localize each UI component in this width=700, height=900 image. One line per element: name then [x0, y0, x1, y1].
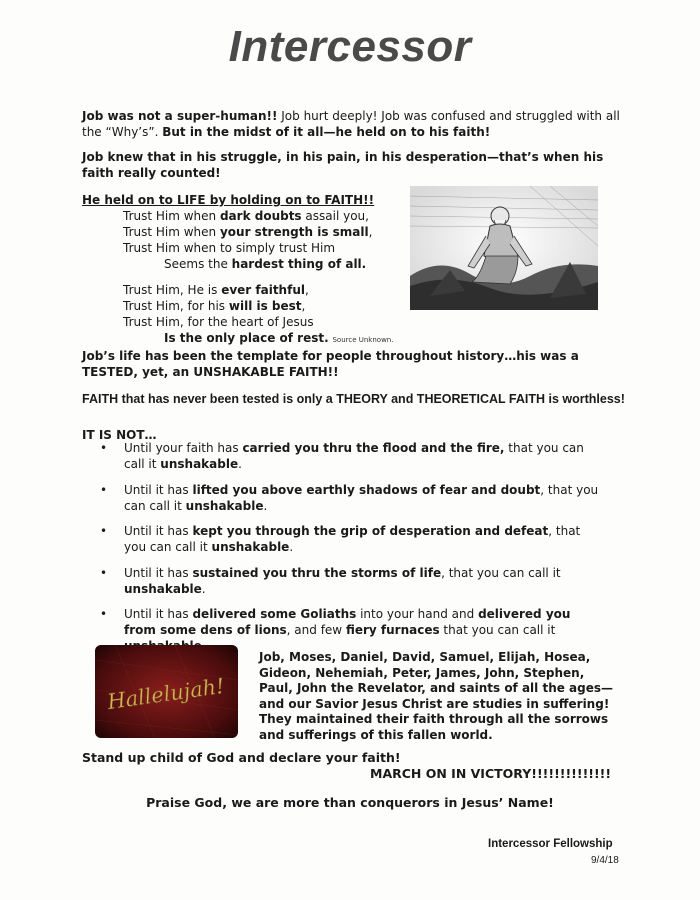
bullet-dot-icon: • — [100, 524, 108, 538]
bullet-dot-icon: • — [100, 441, 108, 455]
bullet-5-f: fiery furnaces — [345, 623, 440, 637]
faith-theory-statement: FAITH that has never been tested is only a THEORY and THEORETICAL FAITH is worthless! — [82, 392, 625, 406]
bullet-dot-icon: • — [100, 566, 108, 580]
bullet-5-a: Until it has — [124, 607, 193, 621]
bullet-2-c: , that you can call it — [124, 483, 599, 513]
bullet-1-b: carried you thru the flood and the fire, — [242, 441, 505, 455]
poem-line-4-a: Seems the — [164, 257, 232, 271]
poem-line-5 — [123, 282, 309, 298]
intro-bold-1: Job was not a super-human!! — [82, 109, 278, 123]
template-paragraph: Job’s life has been the template for people throughout history…his was a TESTED, yet, an UNSHAKABLE FAITH!! — [82, 349, 579, 379]
intro-bold-2: But in the midst of it all—he held on to his faith! — [162, 125, 491, 139]
bullet-4-e: . — [201, 582, 206, 596]
poem-line-4 — [164, 256, 366, 272]
bullet-4-d: unshakable — [124, 582, 202, 596]
bullet-3-a: Until it has — [124, 524, 193, 538]
bullet-2-e: . — [263, 499, 268, 513]
poem-line-2-a: Trust Him when — [123, 225, 220, 239]
poem-line-1-a: Trust Him when — [123, 209, 220, 223]
bullet-5-b: delivered some Goliaths — [192, 607, 357, 621]
poem-line-2-c: , — [368, 225, 373, 239]
bullet-2-a: Until it has — [124, 483, 193, 497]
saints-paragraph: Job, Moses, Daniel, David, Samuel, Elijah, Hosea, Gideon, Nehemiah, Peter, James, John, Stephen, Paul, John the Revelator, and saints of all the ages—and our Savior Jesus Christ are studies in suffering! They maintained their faith through all the sorrows and sufferings of this fallen world. — [259, 650, 614, 742]
poem-line-6 — [123, 298, 305, 314]
hallelujah-script-text: Hallelujah! — [105, 673, 226, 715]
hallelujah-banner-image — [95, 645, 238, 738]
bullet-1-e: . — [238, 457, 242, 471]
bullet-5-e: , and few — [286, 623, 346, 637]
bullet-2-d: unshakable — [185, 499, 264, 513]
job-engraving-illustration — [410, 186, 598, 310]
poem-line-2-b: your strength is small — [219, 225, 369, 239]
praise-line: Praise God, we are more than conquerors in Jesus’ Name! — [146, 795, 554, 810]
bullet-2-b: lifted you above earthly shadows of fear and doubt — [192, 483, 541, 497]
march-on-line: MARCH ON IN VICTORY!!!!!!!!!!!!!! — [370, 766, 612, 781]
bullet-4-c: , that you can call it — [441, 566, 561, 580]
poem-line-5-b: ever faithful — [221, 283, 305, 297]
bullet-3-e: . — [289, 540, 294, 554]
poem-line-7: Trust Him, for the heart of Jesus — [123, 315, 314, 329]
struggle-paragraph: Job knew that in his struggle, in his pain, in his desperation—that’s when his faith really counted! — [82, 150, 604, 180]
poem-line-4-b: hardest thing of all. — [231, 257, 367, 271]
poem-source: Source Unknown. — [332, 336, 394, 344]
poem-line-3: Trust Him when to simply trust Him — [123, 241, 336, 255]
bullet-1-d: unshakable — [160, 457, 239, 471]
poem-line-1-b: dark doubts — [219, 209, 302, 223]
bullet-dot-icon: • — [100, 483, 108, 497]
bullet-3-d: unshakable — [211, 540, 290, 554]
poem-line-1 — [123, 208, 369, 224]
intro-paragraph — [82, 108, 622, 140]
poem-line-8 — [164, 330, 393, 348]
poem-line-8-text: Is the only place of rest. — [164, 331, 329, 345]
bullet-4-a: Until it has — [124, 566, 193, 580]
bullet-1-c: that you can call it — [124, 441, 584, 471]
bullet-3-c: , that you can call it — [124, 524, 581, 554]
bullet-1-a: Until your faith has — [124, 441, 243, 455]
bullet-5-d: delivered you from some dens of lions — [124, 607, 571, 637]
bullet-dot-icon: • — [100, 607, 108, 621]
poem-line-6-b: will is best — [228, 299, 302, 313]
signature: Intercessor Fellowship — [488, 838, 613, 850]
poem-line-5-a: Trust Him, He is — [123, 283, 222, 297]
poem-line-6-a: Trust Him, for his — [123, 299, 229, 313]
poem-line-6-c: , — [301, 299, 306, 313]
page-title: Intercessor — [228, 22, 472, 71]
bullet-4-b: sustained you thru the storms of life — [192, 566, 442, 580]
bullet-3-b: kept you through the grip of desperation and defeat — [192, 524, 549, 538]
stand-up-line: Stand up child of God and declare your faith! — [82, 750, 401, 765]
poem-line-1-c: assail you, — [301, 209, 369, 223]
poem-line-2 — [123, 224, 372, 240]
poem-heading: He held on to LIFE by holding on to FAITH!! — [82, 193, 375, 207]
bullet-5-c: into your hand and — [356, 607, 479, 621]
it-is-not-heading: IT IS NOT… — [82, 428, 157, 442]
bullet-5-g: that you can call it — [439, 623, 556, 637]
poem-line-5-c: , — [304, 283, 309, 297]
intro-text: Job hurt deeply! Job was confused and struggled with all the “Why’s”. — [82, 109, 620, 139]
date: 9/4/18 — [591, 855, 619, 866]
